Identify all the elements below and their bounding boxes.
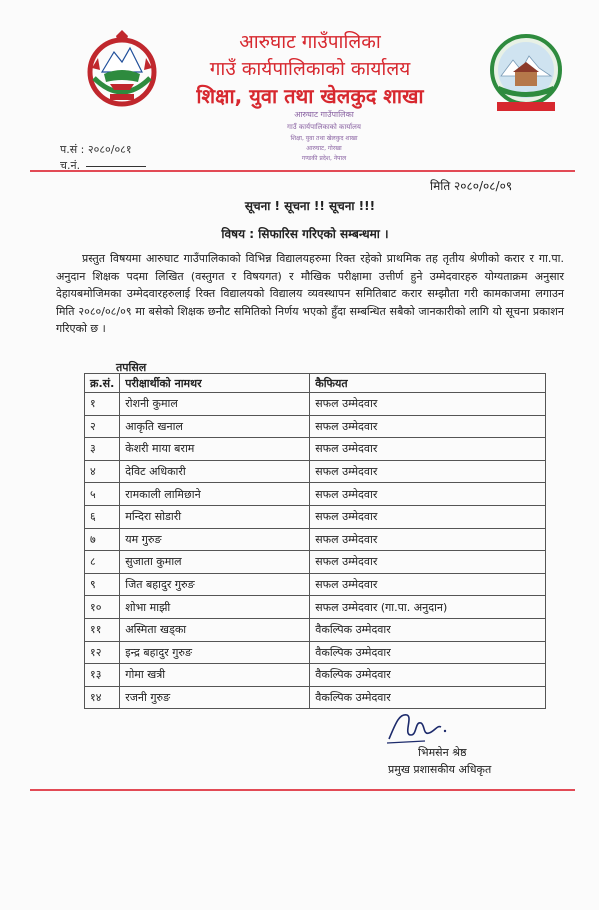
- dispatch-number-label: च.नं.: [60, 159, 81, 172]
- name-cell: आकृति खनाल: [120, 415, 310, 438]
- remarks-cell: सफल उम्मेदवार: [310, 415, 546, 438]
- serial-cell: ९: [85, 573, 120, 596]
- table-row: [85, 528, 546, 551]
- name-cell: मन्दिरा सोडारी: [120, 505, 310, 528]
- signatory-name: भिमसेन श्रेष्ठ: [418, 746, 467, 759]
- serial-cell: १२: [85, 641, 120, 664]
- serial-cell: ११: [85, 618, 120, 641]
- stamp-text-2: गाउँ कार्यपालिकाको कार्यालय: [287, 123, 361, 131]
- serial-cell: ७: [85, 528, 120, 551]
- stamp-text-1: आरुघाट गाउँपालिका: [294, 110, 354, 119]
- name-cell: अस्मिता खड्का: [120, 618, 310, 641]
- name-cell: रजनी गुरुङ: [120, 686, 310, 709]
- nepal-emblem-icon: [80, 28, 164, 108]
- reference-number: प.सं : २०८०/०८१: [60, 143, 132, 156]
- serial-cell: १: [85, 393, 120, 416]
- table-row: [85, 641, 546, 664]
- remarks-cell: सफल उम्मेदवार: [310, 393, 546, 416]
- serial-cell: २: [85, 415, 120, 438]
- name-cell: इन्द्र बहादुर गुरुङ: [120, 641, 310, 664]
- name-cell: यम गुरुङ: [120, 528, 310, 551]
- serial-cell: ५: [85, 483, 120, 506]
- table-header-row: [85, 374, 546, 393]
- table-row: [85, 686, 546, 709]
- remarks-cell: सफल उम्मेदवार (गा.पा. अनुदान): [310, 596, 546, 619]
- table-row: [85, 393, 546, 416]
- table-row: [85, 415, 546, 438]
- header-divider: [30, 170, 575, 172]
- municipality-emblem-icon: [487, 32, 565, 114]
- signature-mark: [385, 705, 455, 745]
- name-cell: रामकाली लामिछाने: [120, 483, 310, 506]
- col-serial-header: क्र.सं.: [85, 374, 120, 393]
- section-name-line: शिक्षा, युवा तथा खेलकुद शाखा: [196, 84, 424, 108]
- serial-cell: ३: [85, 438, 120, 461]
- col-name-header: परीक्षार्थीको नामथर: [120, 374, 310, 393]
- notice-subject: विषय : सिफारिस गरिएको सम्बन्धमा ।: [221, 227, 389, 241]
- remarks-cell: सफल उम्मेदवार: [310, 460, 546, 483]
- serial-cell: ८: [85, 551, 120, 574]
- name-cell: केशरी माया बराम: [120, 438, 310, 461]
- remarks-cell: सफल उम्मेदवार: [310, 528, 546, 551]
- stamp-text-5: गण्डकी प्रदेश, नेपाल: [301, 155, 347, 162]
- serial-cell: १४: [85, 686, 120, 709]
- notice-date: मिति २०८०/०८/०९: [430, 179, 513, 193]
- office-stamp: [265, 108, 383, 166]
- remarks-cell: वैकल्पिक उम्मेदवार: [310, 641, 546, 664]
- name-cell: सुजाता कुमाल: [120, 551, 310, 574]
- details-label: तपसिल: [116, 361, 147, 374]
- table-row: [85, 573, 546, 596]
- name-cell: शोभा माझी: [120, 596, 310, 619]
- stamp-text-4: आरुघाट, गोरखा: [306, 145, 342, 152]
- footer-divider: [30, 789, 575, 791]
- stamp-text-3: शिक्षा, युवा तथा खेलकुद शाखा: [290, 135, 358, 142]
- candidate-table: [84, 373, 546, 709]
- remarks-cell: सफल उम्मेदवार: [310, 551, 546, 574]
- table-row: [85, 483, 546, 506]
- name-cell: जित बहादुर गुरुङ: [120, 573, 310, 596]
- remarks-cell: सफल उम्मेदवार: [310, 483, 546, 506]
- table-row: [85, 664, 546, 687]
- notice-body: प्रस्तुत विषयमा आरुघाट गाउँपालिकाको विभिन्न विद्यालयहरुमा रिक्त रहेको प्राथमिक तह तृतीय श्रेणीको करार र गा.पा. अनुदान शिक्षक पदमा लिखित (वस्तुगत र विषयगत) र मौखिक परीक्षामा उत्तीर्ण हुने उम्मेदवारहरु योग्यताक्रम अनुसार देहायबमोजिमका उम्मेदवारहरुलाई रिक्त विद्यालयको विद्यालय व्यवस्थापन समितिबाट करार सम्झौता गरी कामकाजमा लगाउन मिति २०८०/०८/०९ मा बसेको शिक्षक छनौट समितिको निर्णय भएको हुँदा सम्बन्धित सबैको जानकारीको लागि यो सूचना प्रकाशन गरिएको छ ।: [56, 252, 564, 335]
- notice-title: सूचना ! सूचना !! सूचना !!!: [244, 199, 376, 213]
- serial-cell: ६: [85, 505, 120, 528]
- remarks-cell: सफल उम्मेदवार: [310, 438, 546, 461]
- table-row: [85, 618, 546, 641]
- dispatch-number-line: [86, 166, 146, 167]
- remarks-cell: वैकल्पिक उम्मेदवार: [310, 664, 546, 687]
- remarks-cell: सफल उम्मेदवार: [310, 505, 546, 528]
- name-cell: देविट अधिकारी: [120, 460, 310, 483]
- serial-cell: १३: [85, 664, 120, 687]
- remarks-cell: वैकल्पिक उम्मेदवार: [310, 686, 546, 709]
- office-name-line: आरुघाट गाउँपालिका: [239, 31, 381, 53]
- remarks-cell: सफल उम्मेदवार: [310, 573, 546, 596]
- table-row: [85, 596, 546, 619]
- col-remarks-header: कैफियत: [310, 374, 546, 393]
- name-cell: गोमा खत्री: [120, 664, 310, 687]
- table-row: [85, 438, 546, 461]
- table-row: [85, 460, 546, 483]
- signatory-designation: प्रमुख प्रशासकीय अधिकृत: [388, 763, 492, 776]
- serial-cell: १०: [85, 596, 120, 619]
- table-row: [85, 505, 546, 528]
- remarks-cell: वैकल्पिक उम्मेदवार: [310, 618, 546, 641]
- table-row: [85, 551, 546, 574]
- name-cell: रोशनी कुमाल: [120, 393, 310, 416]
- office-subtitle-line: गाउँ कार्यपालिकाको कार्यालय: [209, 58, 411, 80]
- serial-cell: ४: [85, 460, 120, 483]
